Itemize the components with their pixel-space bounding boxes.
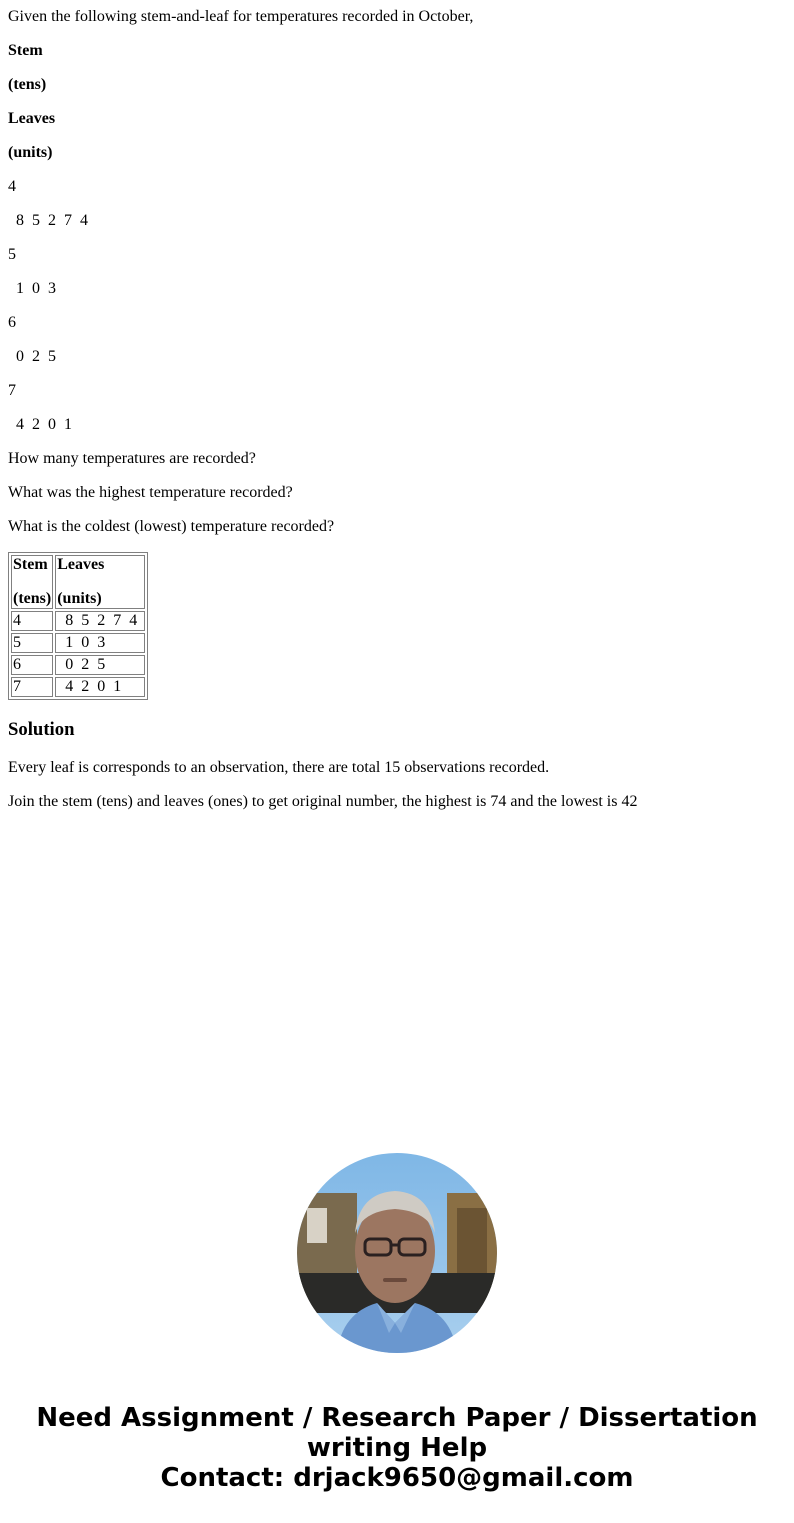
plain-stem-header: Stem [8, 42, 43, 59]
stem-leaf-table [8, 552, 148, 700]
banner-line-1: Need Assignment / Research Paper / Dissertation [36, 1403, 758, 1433]
stem-header-cell: Stem (tens) [13, 556, 52, 607]
author-portrait-icon [297, 1153, 497, 1353]
question-1: How many temperatures are recorded? [8, 450, 256, 467]
stem-cell: 4 [11, 611, 53, 631]
plain-leaves-4: 8 5 2 7 4 [8, 212, 88, 229]
plain-stem-6: 6 [8, 314, 16, 331]
solution-line-2: Join the stem (tens) and leaves (ones) to get original number, the highest is 74 and the lowest is 42 [8, 793, 638, 810]
question-3: What is the coldest (lowest) temperature recorded? [8, 518, 335, 535]
plain-stem-4: 4 [8, 178, 16, 195]
table-row [11, 611, 145, 631]
table-header-row [11, 555, 145, 609]
question-2: What was the highest temperature recorded? [8, 484, 293, 501]
plain-leaves-7: 4 2 0 1 [8, 416, 72, 433]
leaves-cell: 1 0 3 [55, 633, 145, 653]
table-row [11, 655, 145, 675]
plain-stem-5: 5 [8, 246, 16, 263]
banner-contact[interactable]: Contact: drjack9650@gmail.com [160, 1463, 634, 1493]
plain-leaves-5: 1 0 3 [8, 280, 56, 297]
plain-stem-7: 7 [8, 382, 16, 399]
table-row [11, 633, 145, 653]
plain-leaves-6: 0 2 5 [8, 348, 56, 365]
plain-leaves-header: Leaves [8, 110, 56, 127]
author-avatar [297, 1153, 497, 1353]
stem-cell: 7 [11, 677, 53, 697]
solution-heading: Solution [8, 719, 75, 740]
leaves-cell: 0 2 5 [55, 655, 145, 675]
plain-leaves-subheader: (units) [8, 144, 53, 161]
table-row [11, 677, 145, 697]
leaves-cell: 4 2 0 1 [55, 677, 145, 697]
question-intro: Given the following stem-and-leaf for temperatures recorded in October, [8, 8, 474, 25]
plain-stem-subheader: (tens) [8, 76, 47, 93]
leaves-cell: 8 5 2 7 4 [55, 611, 145, 631]
help-banner [0, 1403, 794, 1493]
solution-line-1: Every leaf is corresponds to an observation, there are total 15 observations recorded. [8, 759, 550, 776]
banner-line-2: writing Help [306, 1433, 488, 1463]
stem-cell: 6 [11, 655, 53, 675]
leaves-header-cell: Leaves (units) [55, 555, 145, 609]
stem-cell: 5 [11, 633, 53, 653]
